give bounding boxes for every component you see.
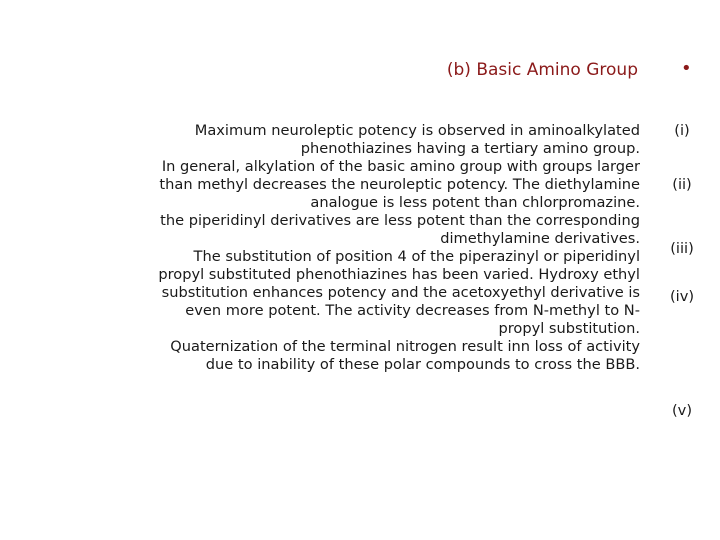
point-line: propyl substituted phenothiazines has been varied. Hydroxy ethyl bbox=[158, 266, 640, 283]
point-marker: (i) bbox=[674, 122, 690, 139]
point-line: The substitution of position 4 of the piperazinyl or piperidinyl bbox=[193, 248, 640, 265]
point-line: even more potent. The activity decreases from N-methyl to N- bbox=[185, 302, 640, 319]
points-list bbox=[80, 122, 640, 374]
bullet-icon: • bbox=[681, 58, 692, 79]
point-item bbox=[80, 212, 640, 248]
point-marker: (iv) bbox=[669, 288, 695, 305]
point-line: Quaternization of the terminal nitrogen result inn loss of activity bbox=[170, 338, 640, 355]
point-line: substitution enhances potency and the acetoxyethyl derivative is bbox=[161, 284, 640, 301]
point-marker: (ii) bbox=[672, 176, 692, 193]
point-line: analogue is less potent than chlorpromazine. bbox=[310, 194, 640, 211]
point-item bbox=[80, 248, 640, 338]
point-marker: (iii) bbox=[670, 240, 694, 257]
point-line: the piperidinyl derivatives are less potent than the corresponding bbox=[160, 212, 640, 229]
point-item bbox=[80, 158, 640, 212]
point-item bbox=[80, 338, 640, 374]
point-line: propyl substitution. bbox=[498, 320, 640, 337]
point-line: Maximum neuroleptic potency is observed in aminoalkylated bbox=[194, 122, 640, 139]
point-line: than methyl decreases the neuroleptic potency. The diethylamine bbox=[159, 176, 640, 193]
point-line: phenothiazines having a tertiary amino group. bbox=[300, 140, 640, 157]
point-line: dimethylamine derivatives. bbox=[440, 230, 640, 247]
point-line: due to inability of these polar compounds to cross the BBB. bbox=[205, 356, 640, 373]
point-line: In general, alkylation of the basic amino group with groups larger bbox=[161, 158, 640, 175]
slide-heading: (b) Basic Amino Group bbox=[446, 60, 638, 80]
point-item bbox=[80, 122, 640, 158]
point-marker: (v) bbox=[671, 402, 693, 419]
